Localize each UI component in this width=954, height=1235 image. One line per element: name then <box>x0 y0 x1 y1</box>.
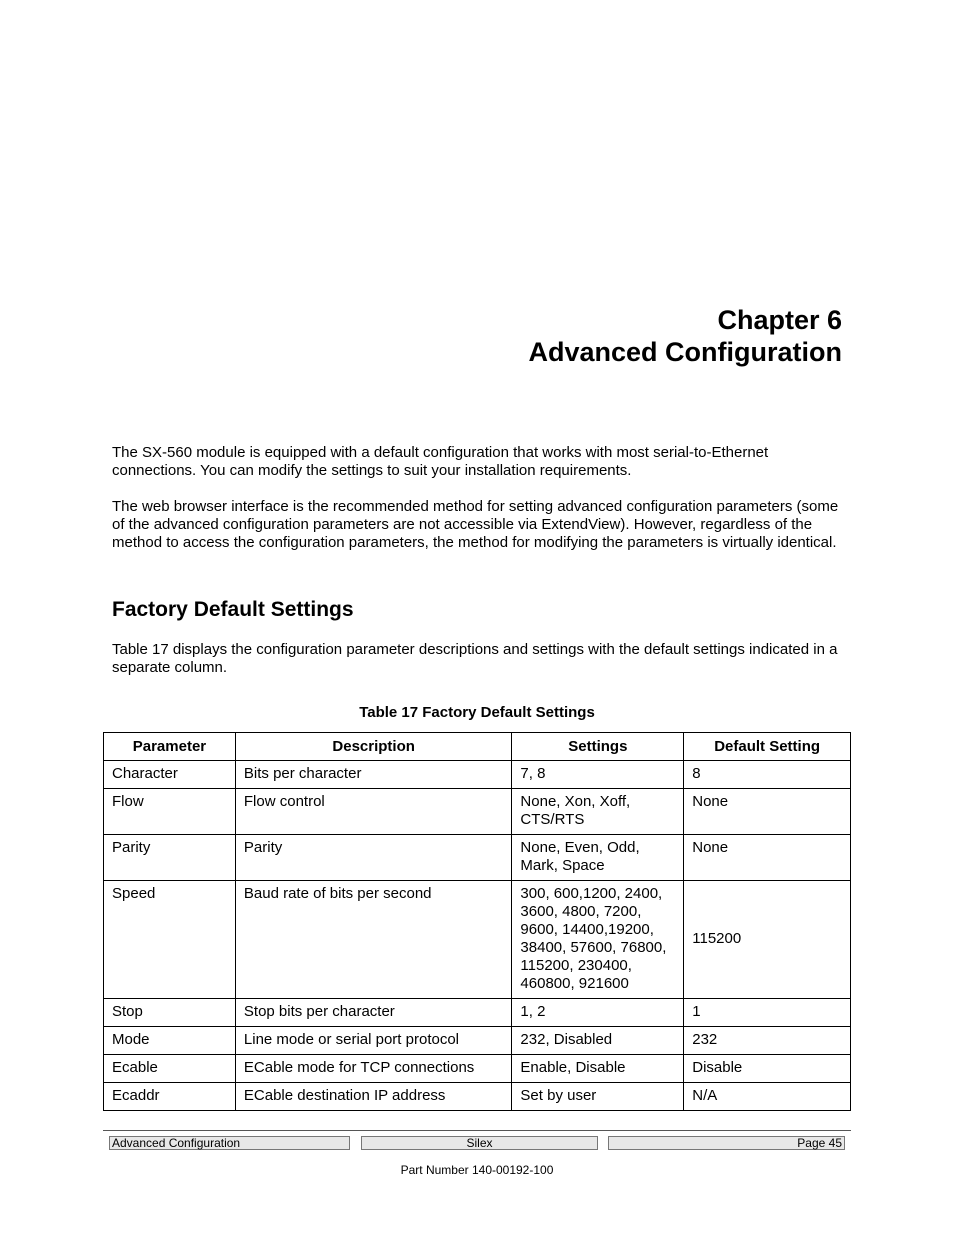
cell-settings: None, Even, Odd, Mark, Space <box>512 835 684 881</box>
intro-paragraph-2: The web browser interface is the recommended method for setting advanced configuration parameters (some of the advanced configuration parameters are not accessible via ExtendView). However, regardless of the method to access the configuration parameters, the method for modifying the parameters is virtually identical. <box>112 498 839 551</box>
cell-default: Disable <box>684 1055 851 1083</box>
table-row <box>104 999 851 1027</box>
chapter-number: Chapter 6 <box>717 305 842 335</box>
chapter-title <box>528 304 842 368</box>
header-settings: Settings <box>512 733 684 761</box>
cell-settings: Enable, Disable <box>512 1055 684 1083</box>
cell-default: N/A <box>684 1083 851 1111</box>
cell-description: Parity <box>235 835 512 881</box>
cell-description: Line mode or serial port protocol <box>235 1027 512 1055</box>
table-row <box>104 1027 851 1055</box>
cell-settings: None, Xon, Xoff, CTS/RTS <box>512 789 684 835</box>
cell-default: 232 <box>684 1027 851 1055</box>
cell-description: Bits per character <box>235 761 512 789</box>
cell-parameter: Speed <box>104 881 236 999</box>
section-heading: Factory Default Settings <box>112 598 354 621</box>
cell-parameter: Mode <box>104 1027 236 1055</box>
cell-description: Baud rate of bits per second <box>235 881 512 999</box>
cell-parameter: Ecable <box>104 1055 236 1083</box>
header-default-setting: Default Setting <box>684 733 851 761</box>
cell-parameter: Flow <box>104 789 236 835</box>
cell-settings: Set by user <box>512 1083 684 1111</box>
cell-default: None <box>684 789 851 835</box>
cell-description: Flow control <box>235 789 512 835</box>
footer-divider <box>103 1130 851 1131</box>
table-row <box>104 1055 851 1083</box>
cell-settings: 300, 600,1200, 2400, 3600, 4800, 7200, 9600, 14400,19200, 38400, 57600, 76800, 115200, 230400, 460800, 921600 <box>512 881 684 999</box>
cell-settings: 232, Disabled <box>512 1027 684 1055</box>
header-parameter: Parameter <box>104 733 236 761</box>
table-row <box>104 761 851 789</box>
table-row <box>104 1083 851 1111</box>
section-paragraph: Table 17 displays the configuration parameter descriptions and settings with the default settings indicated in a separate column. <box>112 641 838 676</box>
footer-company: Silex <box>361 1136 598 1150</box>
cell-settings: 7, 8 <box>512 761 684 789</box>
chapter-name: Advanced Configuration <box>528 337 842 367</box>
part-number: Part Number 140-00192-100 <box>400 1163 554 1177</box>
cell-default: 115200 <box>684 881 851 999</box>
cell-settings: 1, 2 <box>512 999 684 1027</box>
table-caption: Table 17 Factory Default Settings <box>359 704 595 721</box>
table-row <box>104 835 851 881</box>
table-header-row <box>104 733 851 761</box>
cell-default: 1 <box>684 999 851 1027</box>
intro-paragraph-1: The SX-560 module is equipped with a default configuration that works with most serial-to-Ethernet connections. You can modify the settings to suit your installation requirements. <box>112 444 769 479</box>
cell-description: Stop bits per character <box>235 999 512 1027</box>
cell-parameter: Ecaddr <box>104 1083 236 1111</box>
footer-page-number: Page 45 <box>608 1136 845 1150</box>
cell-parameter: Parity <box>104 835 236 881</box>
header-description: Description <box>235 733 512 761</box>
cell-parameter: Character <box>104 761 236 789</box>
footer-section-name: Advanced Configuration <box>109 1136 350 1150</box>
factory-default-table <box>103 732 851 1111</box>
cell-default: 8 <box>684 761 851 789</box>
cell-parameter: Stop <box>104 999 236 1027</box>
table-row <box>104 881 851 999</box>
table-row <box>104 789 851 835</box>
cell-default: None <box>684 835 851 881</box>
cell-description: ECable mode for TCP connections <box>235 1055 512 1083</box>
cell-description: ECable destination IP address <box>235 1083 512 1111</box>
